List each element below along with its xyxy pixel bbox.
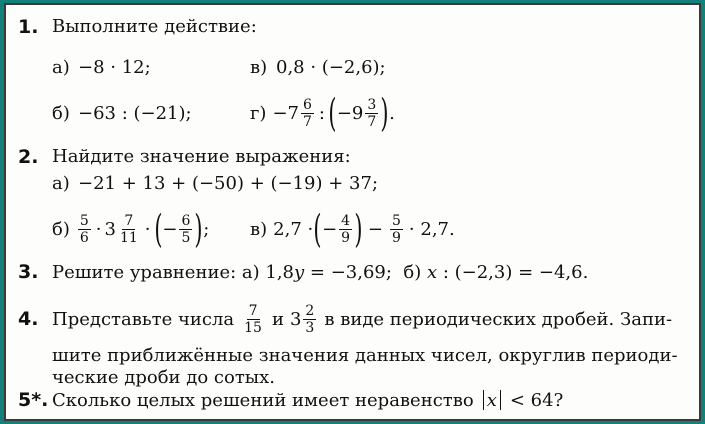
problem-2b-minus: − [162,218,178,240]
problem-2b-fraction1: $\frac{5}{6}$ [79,212,89,246]
problem-5-text2: < 64? [509,389,564,411]
problem-1g-colon: : [318,102,325,124]
problem-1g-fraction2: $\frac{3}{7}$ [367,96,377,130]
problem-3-var-y: y [294,261,305,283]
problem-2v-minus: − [322,218,338,240]
problem-1-number: 1. [18,16,39,38]
problem-1v-expr: 0,8 · (−2,6); [276,57,386,78]
left-paren: ( [313,207,322,251]
problem-1g [250,91,395,135]
problem-4-and: и [271,308,284,330]
problem-1a-expr: −8 · 12; [78,57,151,78]
problem-4-line3: ческие дроби до сотых. [52,367,275,388]
problem-5-number: 5*. [18,389,49,411]
left-paren: ( [328,91,337,135]
problem-1-title: Выполните действие: [52,16,257,37]
problem-1v-label: в) [250,57,268,78]
problem-4-text2: в виде периодических дробей. Запи- [324,308,673,330]
problem-3-var-x: x [426,261,438,283]
problem-2v-post: · 2,7. [408,218,455,240]
problem-4-number: 4. [18,308,39,330]
worksheet [4,3,701,421]
problem-3-text1: Решите уравнение: а) 1,8 [52,261,294,283]
problem-2v-label: в) [250,218,268,240]
problem-2a-expr: −21 + 13 + (−50) + (−19) + 37; [78,173,379,194]
problem-4-fraction2: $\frac{2}{3}$ [305,302,315,336]
problem-2b-fraction3: $\frac{6}{5}$ [181,212,191,246]
right-paren: ) [354,207,363,251]
problem-5 [18,389,563,411]
problem-1b-label: б) [52,103,70,124]
problem-1b-expr: −63 : (−21); [78,103,192,124]
problem-2b [52,207,209,251]
problem-5-text1: Сколько целых решений имеет неравенство [52,389,474,411]
problem-4-fraction1: $\frac{7}{15}$ [244,302,262,336]
problem-4-whole: 3 [289,308,302,330]
problem-2v [250,207,455,251]
right-paren: ) [194,207,203,251]
problem-2b-whole: 3 [104,218,116,240]
problem-4-text1: Представьте числа [52,308,235,330]
problem-4-line1 [18,297,672,341]
problem-1a-label: а) [52,57,70,78]
problem-3-number: 3. [18,261,39,283]
problem-2-number: 2. [18,146,39,168]
problem-3 [18,261,588,283]
problem-4-line2: шите приближённые значения данных чисел, округлив периоди- [52,345,678,366]
problem-5-var-x: x [486,389,497,411]
problem-2b-label: б) [52,218,70,240]
problem-2v-fraction1: $\frac{4}{9}$ [341,212,351,246]
abs-bar-right [500,390,501,410]
left-paren: ( [153,207,163,251]
problem-2v-fraction2: $\frac{5}{9}$ [392,212,401,246]
right-paren: ) [380,91,389,135]
problem-3-text3: : (−2,3) = −4,6. [437,261,589,283]
problem-2b-end: ; [203,218,210,240]
problem-1g-label: г) [250,102,267,124]
problem-1g-mixed2-whole: −9 [336,102,364,124]
problem-2b-op1: · [95,218,102,240]
problem-2b-op2: · [144,218,151,240]
abs-bar-left [483,390,484,410]
problem-1g-end: . [389,102,395,124]
problem-3-text2: = −3,69; б) [304,261,427,283]
problem-2b-fraction2: $\frac{7}{11}$ [119,212,138,246]
problem-2a-label: а) [52,173,70,194]
problem-2v-pre: 2,7 · [273,218,314,240]
problem-2v-op: − [367,218,383,240]
problem-1g-mixed1-whole: −7 [272,102,299,124]
problem-1g-fraction1: $\frac{6}{7}$ [303,96,312,130]
problem-2-title: Найдите значение выражения: [52,146,351,167]
